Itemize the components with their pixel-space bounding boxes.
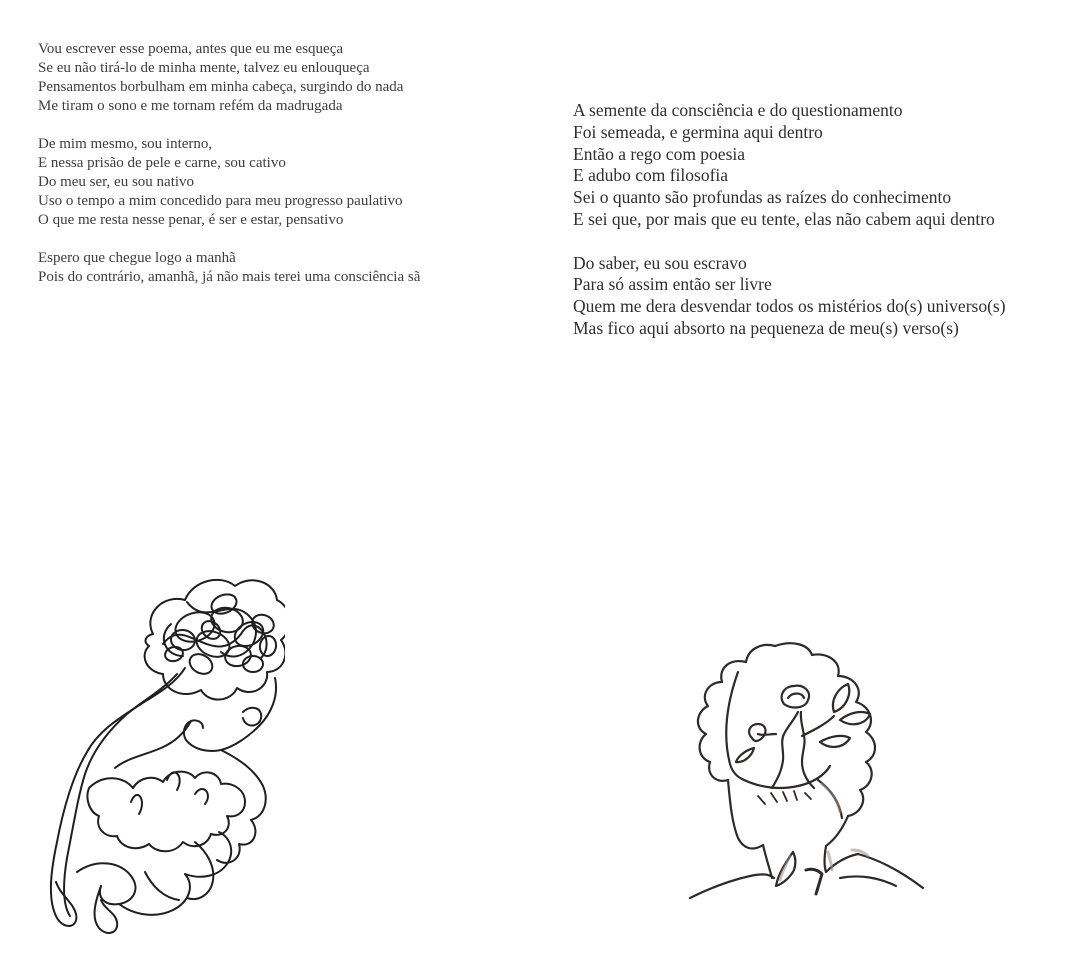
tangled-thoughts-figure-svg: [35, 572, 285, 942]
plant-sapling: [736, 684, 870, 788]
poem-line: Foi semeada, e germina aqui dentro: [573, 121, 823, 142]
poem-line: Espero que chegue logo a manhã: [38, 250, 236, 266]
neck-and-collar: [690, 845, 923, 898]
poem-left: [38, 40, 420, 306]
poem-line: E adubo com filosofia: [573, 165, 729, 186]
poem-right-stanza-2: [573, 253, 1006, 340]
poem-right: [573, 100, 1006, 362]
poem-line: Do saber, eu sou escravo: [573, 252, 747, 273]
poem-line: Mas fico aqui absorto na pequeneza de meu(s) verso(s): [573, 317, 959, 338]
poem-line: Uso o tempo a mim concedido para meu progresso paulativo: [38, 193, 403, 209]
poem-left-stanza-1: [38, 40, 420, 116]
poem-line: Do meu ser, eu sou nativo: [38, 174, 195, 190]
tangled-thoughts-figure-drawing: [35, 572, 285, 942]
poem-line: O que me resta nesse penar, é ser e estar, pensativo: [38, 212, 344, 228]
poem-line: Me tiram o sono e me tornam refém da madrugada: [38, 98, 343, 114]
plant-growing-in-head-figure-drawing: [680, 638, 935, 923]
poem-line: Pois do contrário, amanhã, já não mais terei uma consciência sã: [38, 269, 421, 285]
poem-line: Vou escrever esse poema, antes que eu me esqueça: [38, 41, 344, 57]
poem-line: Então a rego com poesia: [573, 143, 746, 164]
poem-line: Para só assim então ser livre: [573, 274, 772, 295]
poem-line: Se eu não tirá-lo de minha mente, talvez eu enlouqueça: [38, 60, 370, 76]
scribble-tangle: [145, 580, 285, 700]
poem-line: Sei o quanto são profundas as raízes do conhecimento: [573, 187, 952, 208]
poem-line: Quem me dera desvendar todos os mistérios do(s) universo(s): [573, 296, 1006, 317]
ground-hatching: [758, 791, 811, 804]
poem-left-stanza-2: [38, 135, 420, 230]
poem-line: Pensamentos borbulham em minha cabeça, surgindo do nada: [38, 79, 404, 95]
figure-body-lines: [51, 668, 276, 933]
plant-head-figure-svg: [680, 638, 935, 923]
poem-left-stanza-3: [38, 249, 420, 287]
poem-line: De mim mesmo, sou interno,: [38, 136, 213, 152]
poem-line: E sei que, por mais que eu tente, elas não cabem aqui dentro: [573, 208, 995, 229]
poem-right-stanza-1: [573, 100, 1006, 231]
poem-line: A semente da consciência e do questionamento: [573, 100, 903, 120]
poem-line: E nessa prisão de pele e carne, sou cativo: [38, 155, 286, 171]
